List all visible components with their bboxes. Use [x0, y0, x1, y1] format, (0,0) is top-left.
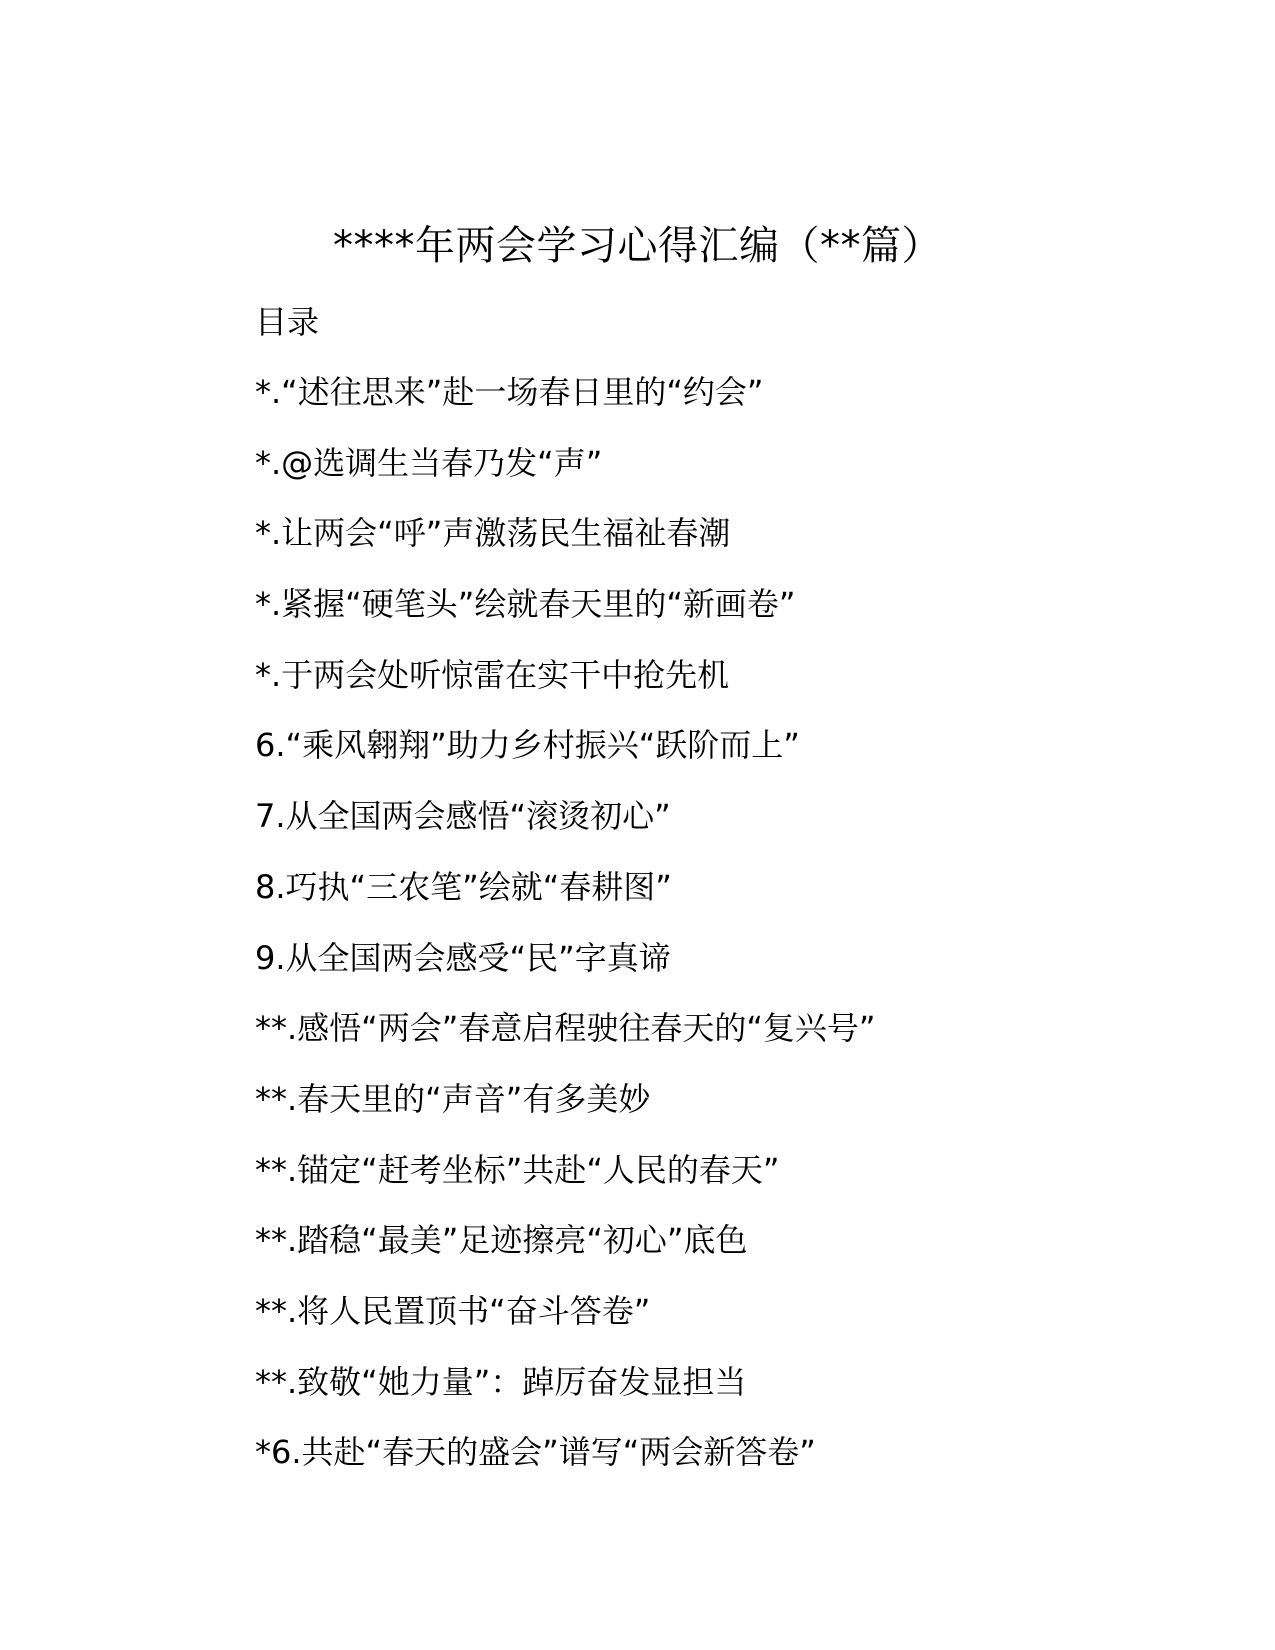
- toc-heading: 目录: [255, 303, 320, 341]
- toc-item-10: **.感悟“两会”春意启程驶往春天的“复兴号”: [255, 1009, 876, 1048]
- toc-item-5: *.于两会处听惊雷在实干中抢先机: [255, 655, 730, 694]
- toc-item-9: 9.从全国两会感受“民”字真谛: [255, 938, 671, 977]
- toc-item-7: 7.从全国两会感悟“滚烫初心”: [255, 797, 671, 836]
- toc-item-2: *.@选调生当春乃发“声”: [255, 443, 603, 482]
- document-title: ****年两会学习心得汇编（**篇）: [333, 223, 942, 269]
- toc-item-12: **.锚定“赶考坐标”共赴“人民的春天”: [255, 1150, 780, 1189]
- toc-item-13: **.踏稳“最美”足迹擦亮“初心”底色: [255, 1221, 748, 1260]
- toc-item-16: *6.共赴“春天的盛会”谱写“两会新答卷”: [255, 1433, 816, 1472]
- toc-item-6: 6.“乘风翱翔”助力乡村振兴“跃阶而上”: [255, 726, 800, 765]
- table-of-contents: [255, 370, 876, 1501]
- toc-item-1: *.“述往思来”赴一场春日里的“约会”: [255, 373, 764, 411]
- toc-item-14: **.将人民置顶书“奋斗答卷”: [255, 1291, 651, 1330]
- toc-item-15: **.致敬“她力量”：踔厉奋发显担当: [255, 1362, 747, 1401]
- toc-item-8: 8.巧执“三农笔”绘就“春耕图”: [255, 867, 672, 906]
- toc-item-3: *.让两会“呼”声激荡民生福祉春潮: [255, 514, 731, 553]
- toc-item-11: **.春天里的“声音”有多美妙: [255, 1079, 651, 1118]
- toc-item-4: *.紧握“硬笔头”绘就春天里的“新画卷”: [255, 585, 796, 624]
